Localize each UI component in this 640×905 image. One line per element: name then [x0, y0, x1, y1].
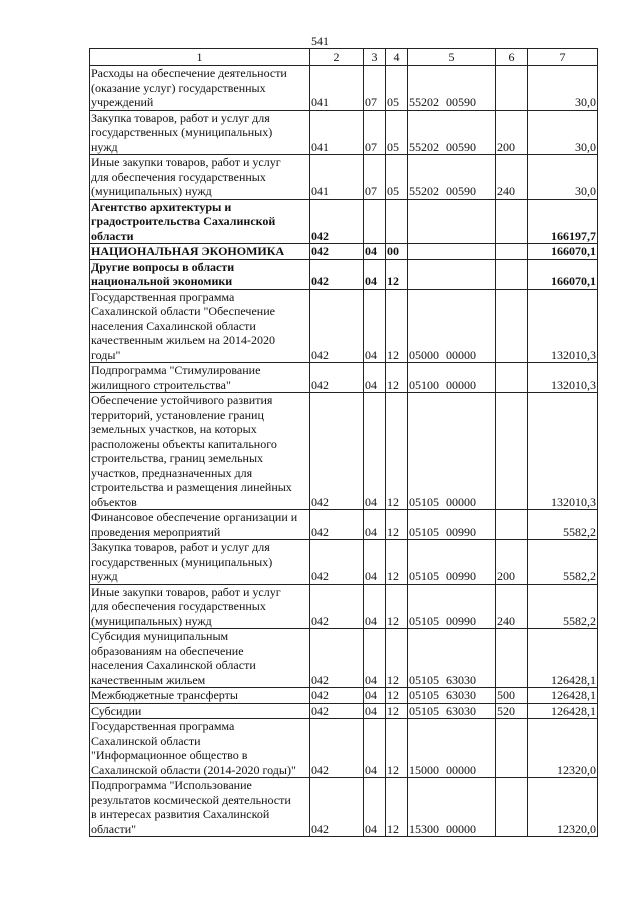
column-header: 1 — [90, 49, 310, 66]
admin-code: 042 — [310, 688, 364, 704]
expense-type-code — [496, 259, 528, 289]
admin-code: 042 — [310, 719, 364, 778]
admin-code: 041 — [310, 66, 364, 111]
section-code: 04 — [364, 719, 386, 778]
subsection-code — [386, 199, 408, 244]
amount: 132010,3 — [528, 363, 598, 393]
admin-code: 042 — [310, 778, 364, 837]
section-code — [364, 199, 386, 244]
table-row — [90, 703, 598, 719]
subsection-code: 12 — [386, 510, 408, 540]
subsection-code: 12 — [386, 584, 408, 629]
target-article-code: 05105 63030 — [408, 688, 496, 704]
section-code: 04 — [364, 259, 386, 289]
expense-type-code — [496, 244, 528, 260]
expense-type-code: 240 — [496, 155, 528, 200]
subsection-code: 12 — [386, 393, 408, 510]
amount: 30,0 — [528, 110, 598, 155]
amount: 5582,2 — [528, 584, 598, 629]
row-name: Обеспечение устойчивого развития территорий, установление границ земельных участков, на которых расположены объекты капитального строительства, границ земельных участков, предназначенных для строительства и размещения линейных объектов — [90, 393, 310, 510]
amount: 5582,2 — [528, 510, 598, 540]
subsection-code: 12 — [386, 363, 408, 393]
subsection-code: 12 — [386, 289, 408, 363]
section-code: 04 — [364, 703, 386, 719]
section-code: 04 — [364, 688, 386, 704]
admin-code: 042 — [310, 393, 364, 510]
column-header: 7 — [528, 49, 598, 66]
amount: 126428,1 — [528, 703, 598, 719]
subsection-code: 12 — [386, 259, 408, 289]
column-header: 3 — [364, 49, 386, 66]
expense-type-code: 240 — [496, 584, 528, 629]
expense-type-code: 520 — [496, 703, 528, 719]
table-row — [90, 719, 598, 778]
table-row — [90, 778, 598, 837]
table-row — [90, 540, 598, 585]
table-header-row — [90, 49, 598, 66]
table-row — [90, 244, 598, 260]
table-row — [90, 259, 598, 289]
expense-type-code: 200 — [496, 110, 528, 155]
admin-code: 042 — [310, 629, 364, 688]
admin-code: 041 — [310, 110, 364, 155]
row-name: Агентство архитектуры и градостроительства Сахалинской области — [90, 199, 310, 244]
admin-code: 042 — [310, 510, 364, 540]
target-article-code: 55202 00590 — [408, 66, 496, 111]
table-row — [90, 110, 598, 155]
amount: 30,0 — [528, 155, 598, 200]
expense-type-code — [496, 719, 528, 778]
section-code: 04 — [364, 510, 386, 540]
section-code: 04 — [364, 629, 386, 688]
expense-type-code — [496, 199, 528, 244]
expense-type-code — [496, 629, 528, 688]
admin-code: 042 — [310, 199, 364, 244]
subsection-code: 12 — [386, 629, 408, 688]
amount: 30,0 — [528, 66, 598, 111]
subsection-code: 12 — [386, 703, 408, 719]
amount: 126428,1 — [528, 629, 598, 688]
row-name: Финансовое обеспечение организации и проведения мероприятий — [90, 510, 310, 540]
subsection-code: 12 — [386, 688, 408, 704]
subsection-code: 05 — [386, 66, 408, 111]
target-article-code: 05105 00990 — [408, 510, 496, 540]
target-article-code — [408, 259, 496, 289]
section-code: 07 — [364, 110, 386, 155]
admin-code: 042 — [310, 259, 364, 289]
section-code: 04 — [364, 363, 386, 393]
target-article-code: 05100 00000 — [408, 363, 496, 393]
section-code: 04 — [364, 393, 386, 510]
section-code: 07 — [364, 66, 386, 111]
table-row — [90, 155, 598, 200]
section-code: 04 — [364, 778, 386, 837]
table-row — [90, 363, 598, 393]
row-name: Межбюджетные трансферты — [90, 688, 310, 704]
admin-code: 042 — [310, 363, 364, 393]
target-article-code: 05000 00000 — [408, 289, 496, 363]
row-name: Расходы на обеспечение деятельности (оказание услуг) государственных учреждений — [90, 66, 310, 111]
target-article-code: 05105 00990 — [408, 540, 496, 585]
amount: 5582,2 — [528, 540, 598, 585]
row-name: НАЦИОНАЛЬНАЯ ЭКОНОМИКА — [90, 244, 310, 260]
target-article-code: 15300 00000 — [408, 778, 496, 837]
amount: 166070,1 — [528, 244, 598, 260]
expense-type-code — [496, 66, 528, 111]
row-name: Закупка товаров, работ и услуг для государственных (муниципальных) нужд — [90, 110, 310, 155]
subsection-code: 12 — [386, 719, 408, 778]
table-row — [90, 393, 598, 510]
expense-type-code — [496, 510, 528, 540]
subsection-code: 00 — [386, 244, 408, 260]
amount: 166070,1 — [528, 259, 598, 289]
admin-code: 042 — [310, 540, 364, 585]
admin-code: 042 — [310, 289, 364, 363]
target-article-code: 05105 00990 — [408, 584, 496, 629]
target-article-code: 15000 00000 — [408, 719, 496, 778]
expense-type-code — [496, 289, 528, 363]
amount: 12320,0 — [528, 778, 598, 837]
row-name: Другие вопросы в области национальной экономики — [90, 259, 310, 289]
page-number: 541 — [311, 34, 329, 48]
target-article-code: 55202 00590 — [408, 155, 496, 200]
row-name: Закупка товаров, работ и услуг для государственных (муниципальных) нужд — [90, 540, 310, 585]
expense-type-code — [496, 393, 528, 510]
section-code: 07 — [364, 155, 386, 200]
target-article-code: 05105 00000 — [408, 393, 496, 510]
row-name: Подпрограмма "Использование результатов космической деятельности в интересах развития Сахалинской области" — [90, 778, 310, 837]
amount: 126428,1 — [528, 688, 598, 704]
column-header: 6 — [496, 49, 528, 66]
table-row — [90, 199, 598, 244]
row-name: Субсидии — [90, 703, 310, 719]
subsection-code: 12 — [386, 778, 408, 837]
expense-type-code: 200 — [496, 540, 528, 585]
target-article-code — [408, 244, 496, 260]
target-article-code — [408, 199, 496, 244]
subsection-code: 05 — [386, 155, 408, 200]
admin-code: 042 — [310, 703, 364, 719]
amount: 166197,7 — [528, 199, 598, 244]
row-name: Государственная программа Сахалинской области "Обеспечение населения Сахалинской области качественным жильем на 2014-2020 годы" — [90, 289, 310, 363]
table-row — [90, 66, 598, 111]
row-name: Субсидия муниципальным образованиям на обеспечение населения Сахалинской области качественным жильем — [90, 629, 310, 688]
section-code: 04 — [364, 244, 386, 260]
table-row — [90, 629, 598, 688]
row-name: Подпрограмма "Стимулирование жилищного строительства" — [90, 363, 310, 393]
row-name: Иные закупки товаров, работ и услуг для обеспечения государственных (муниципальных) нужд — [90, 584, 310, 629]
column-header: 5 — [408, 49, 496, 66]
subsection-code: 12 — [386, 540, 408, 585]
target-article-code: 55202 00590 — [408, 110, 496, 155]
section-code: 04 — [364, 584, 386, 629]
expense-type-code — [496, 363, 528, 393]
admin-code: 042 — [310, 244, 364, 260]
budget-table — [89, 48, 598, 837]
column-header: 4 — [386, 49, 408, 66]
column-header: 2 — [310, 49, 364, 66]
admin-code: 042 — [310, 584, 364, 629]
table-row — [90, 289, 598, 363]
amount: 12320,0 — [528, 719, 598, 778]
target-article-code: 05105 63030 — [408, 629, 496, 688]
amount: 132010,3 — [528, 289, 598, 363]
expense-type-code: 500 — [496, 688, 528, 704]
expense-type-code — [496, 778, 528, 837]
admin-code: 041 — [310, 155, 364, 200]
section-code: 04 — [364, 540, 386, 585]
table-row — [90, 584, 598, 629]
target-article-code: 05105 63030 — [408, 703, 496, 719]
table-row — [90, 688, 598, 704]
row-name: Иные закупки товаров, работ и услуг для обеспечения государственных (муниципальных) нужд — [90, 155, 310, 200]
subsection-code: 05 — [386, 110, 408, 155]
section-code: 04 — [364, 289, 386, 363]
amount: 132010,3 — [528, 393, 598, 510]
row-name: Государственная программа Сахалинской области "Информационное общество в Сахалинской области (2014-2020 годы)" — [90, 719, 310, 778]
table-row — [90, 510, 598, 540]
